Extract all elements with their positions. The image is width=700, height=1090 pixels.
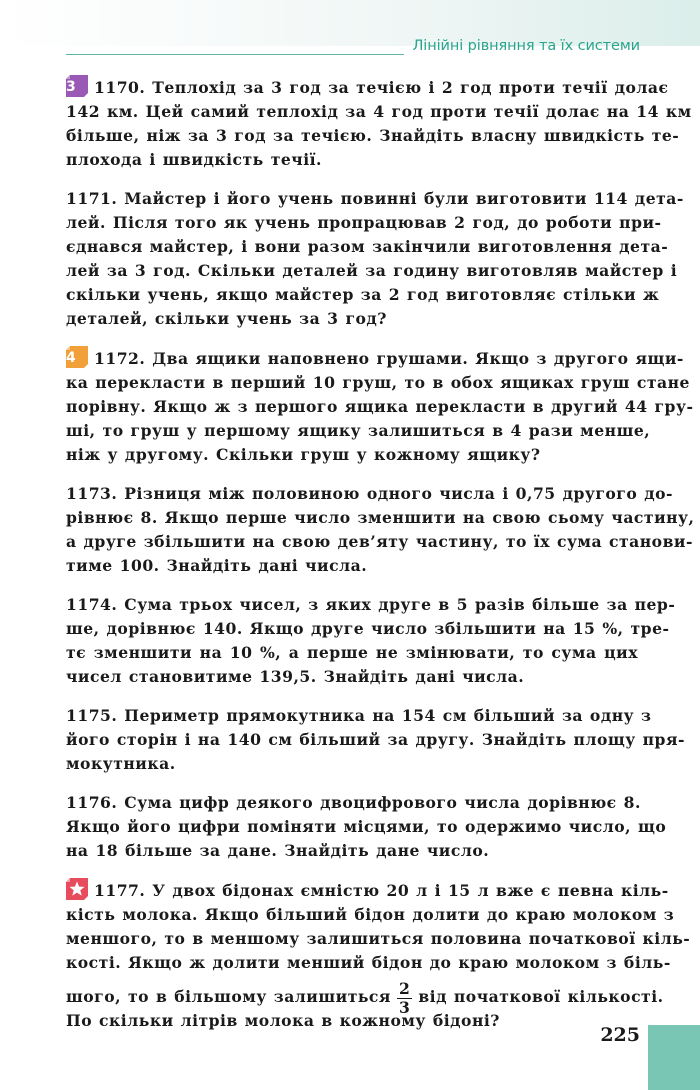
- task-text-line: 142 км. Цей самий теплохід за 4 год проти течії долає на 14 км: [66, 102, 692, 121]
- task-number: 1174.: [66, 595, 118, 614]
- task-number: 1177.: [94, 881, 146, 900]
- task-text-line: кості. Якщо ж долити менший бідон до краю молоком з біль-: [66, 953, 671, 972]
- task-1176: [66, 791, 667, 863]
- task-text-line: деталей, скільки учень за 3 год?: [66, 309, 387, 328]
- level-3-badge-icon: 3: [66, 75, 88, 97]
- star-badge-icon: [66, 878, 88, 900]
- task-number: 1176.: [66, 793, 118, 812]
- task-number: 1171.: [66, 189, 118, 208]
- task-text-line: Два ящики наповнено грушами. Якщо з другого ящи-: [152, 349, 684, 368]
- task-1171: [66, 187, 684, 331]
- task-text-line: тє зменшити на 10 %, а перше не змінювати, то сума цих: [66, 643, 638, 662]
- task-text-line: Сума трьох чисел, з яких друге в 5 разів більше за пер-: [124, 595, 676, 614]
- task-text-line: більше, ніж за 3 год за течією. Знайдіть власну швидкість те-: [66, 126, 680, 145]
- exercise-list: [66, 75, 695, 1048]
- task-text-line: Якщо його цифри поміняти місцями, то одержимо число, що: [66, 817, 667, 836]
- task-1172: [66, 346, 694, 467]
- page-number: 225: [600, 1024, 640, 1046]
- task-number: 1170.: [94, 78, 146, 97]
- task-text-line: Теплохід за 3 год за течією і 2 год проти течії долає: [152, 78, 669, 97]
- task-text-line: порівну. Якщо ж з першого ящика перекласти в другий 44 гру-: [66, 397, 694, 416]
- task-text-line: ка перекласти в перший 10 груш, то в обох ящиках груш стане: [66, 373, 690, 392]
- task-text-line: Майстер і його учень повинні були виготовити 114 дета-: [124, 189, 684, 208]
- header-rule: [66, 54, 404, 55]
- fraction-line-before: шого, то в більшому залишиться: [66, 987, 391, 1006]
- task-text-line: У двох бідонах ємністю 20 л і 15 л вже є певна кіль-: [152, 881, 669, 900]
- task-text-line: скільки учень, якщо майстер за 2 год виготовляє стільки ж: [66, 285, 660, 304]
- task-text-line: ші, то груш у першому ящику залишиться в 4 рази менше,: [66, 421, 651, 440]
- task-text-line: По скільки літрів молока в кожному бідоні?: [66, 1011, 500, 1030]
- task-text-line: кість молока. Якщо більший бідон долити до краю молоком з: [66, 905, 675, 924]
- page-corner-tab: [648, 1025, 700, 1090]
- task-text-line: Периметр прямокутника на 154 см більший за одну з: [124, 706, 652, 725]
- task-text-line: ніж у другому. Скільки груш у кожному ящику?: [66, 445, 541, 464]
- task-text-line: чисел становитиме 139,5. Знайдіть дані числа.: [66, 667, 525, 686]
- task-1174: [66, 593, 676, 689]
- fraction-denominator: 3: [398, 997, 411, 1017]
- task-number: 1172.: [94, 349, 146, 368]
- task-text-line: Різниця між половиною одного числа і 0,75 другого до-: [124, 484, 673, 503]
- task-number: 1175.: [66, 706, 118, 725]
- task-text-line: тиме 100. Знайдіть дані числа.: [66, 556, 368, 575]
- task-1170: [66, 75, 692, 172]
- task-text-line: а друге збільшити на свою дев’яту частину, то їх сума станови-: [66, 532, 693, 551]
- task-text-line: лей за 3 год. Скільки деталей за годину виготовляв майстер і: [66, 261, 678, 280]
- task-text-line: Сума цифр деякого двоцифрового числа дорівнює 8.: [124, 793, 641, 812]
- task-1177: [66, 878, 691, 1033]
- task-text-line: плохода і швидкість течії.: [66, 150, 322, 169]
- fraction-numerator: 2: [398, 978, 411, 998]
- task-1175: [66, 704, 685, 776]
- task-text-line: мокутника.: [66, 754, 176, 773]
- task-text-line: рівнює 8. Якщо перше число зменшити на свою сьому частину,: [66, 508, 695, 527]
- task-text-line: його сторін і на 140 см більший за другу. Знайдіть площу пря-: [66, 730, 685, 749]
- fraction-line-after: від початкової кількості.: [418, 987, 664, 1006]
- task-text-line: єднався майстер, і вони разом закінчили виготовлення дета-: [66, 237, 669, 256]
- task-text-line: лей. Після того як учень пропрацював 2 год, до роботи при-: [66, 213, 662, 232]
- level-4-badge-icon: 4: [66, 346, 88, 368]
- page-header-title: Лінійні рівняння та їх системи: [412, 38, 640, 54]
- task-text-line: меншого, то в меншому залишиться половина початкової кіль-: [66, 929, 691, 948]
- task-1173: [66, 482, 695, 578]
- task-text-line: на 18 більше за дане. Знайдіть дане число.: [66, 841, 490, 860]
- task-text-line: ше, дорівнює 140. Якщо друге число збільшити на 15 %, тре-: [66, 619, 670, 638]
- task-number: 1173.: [66, 484, 118, 503]
